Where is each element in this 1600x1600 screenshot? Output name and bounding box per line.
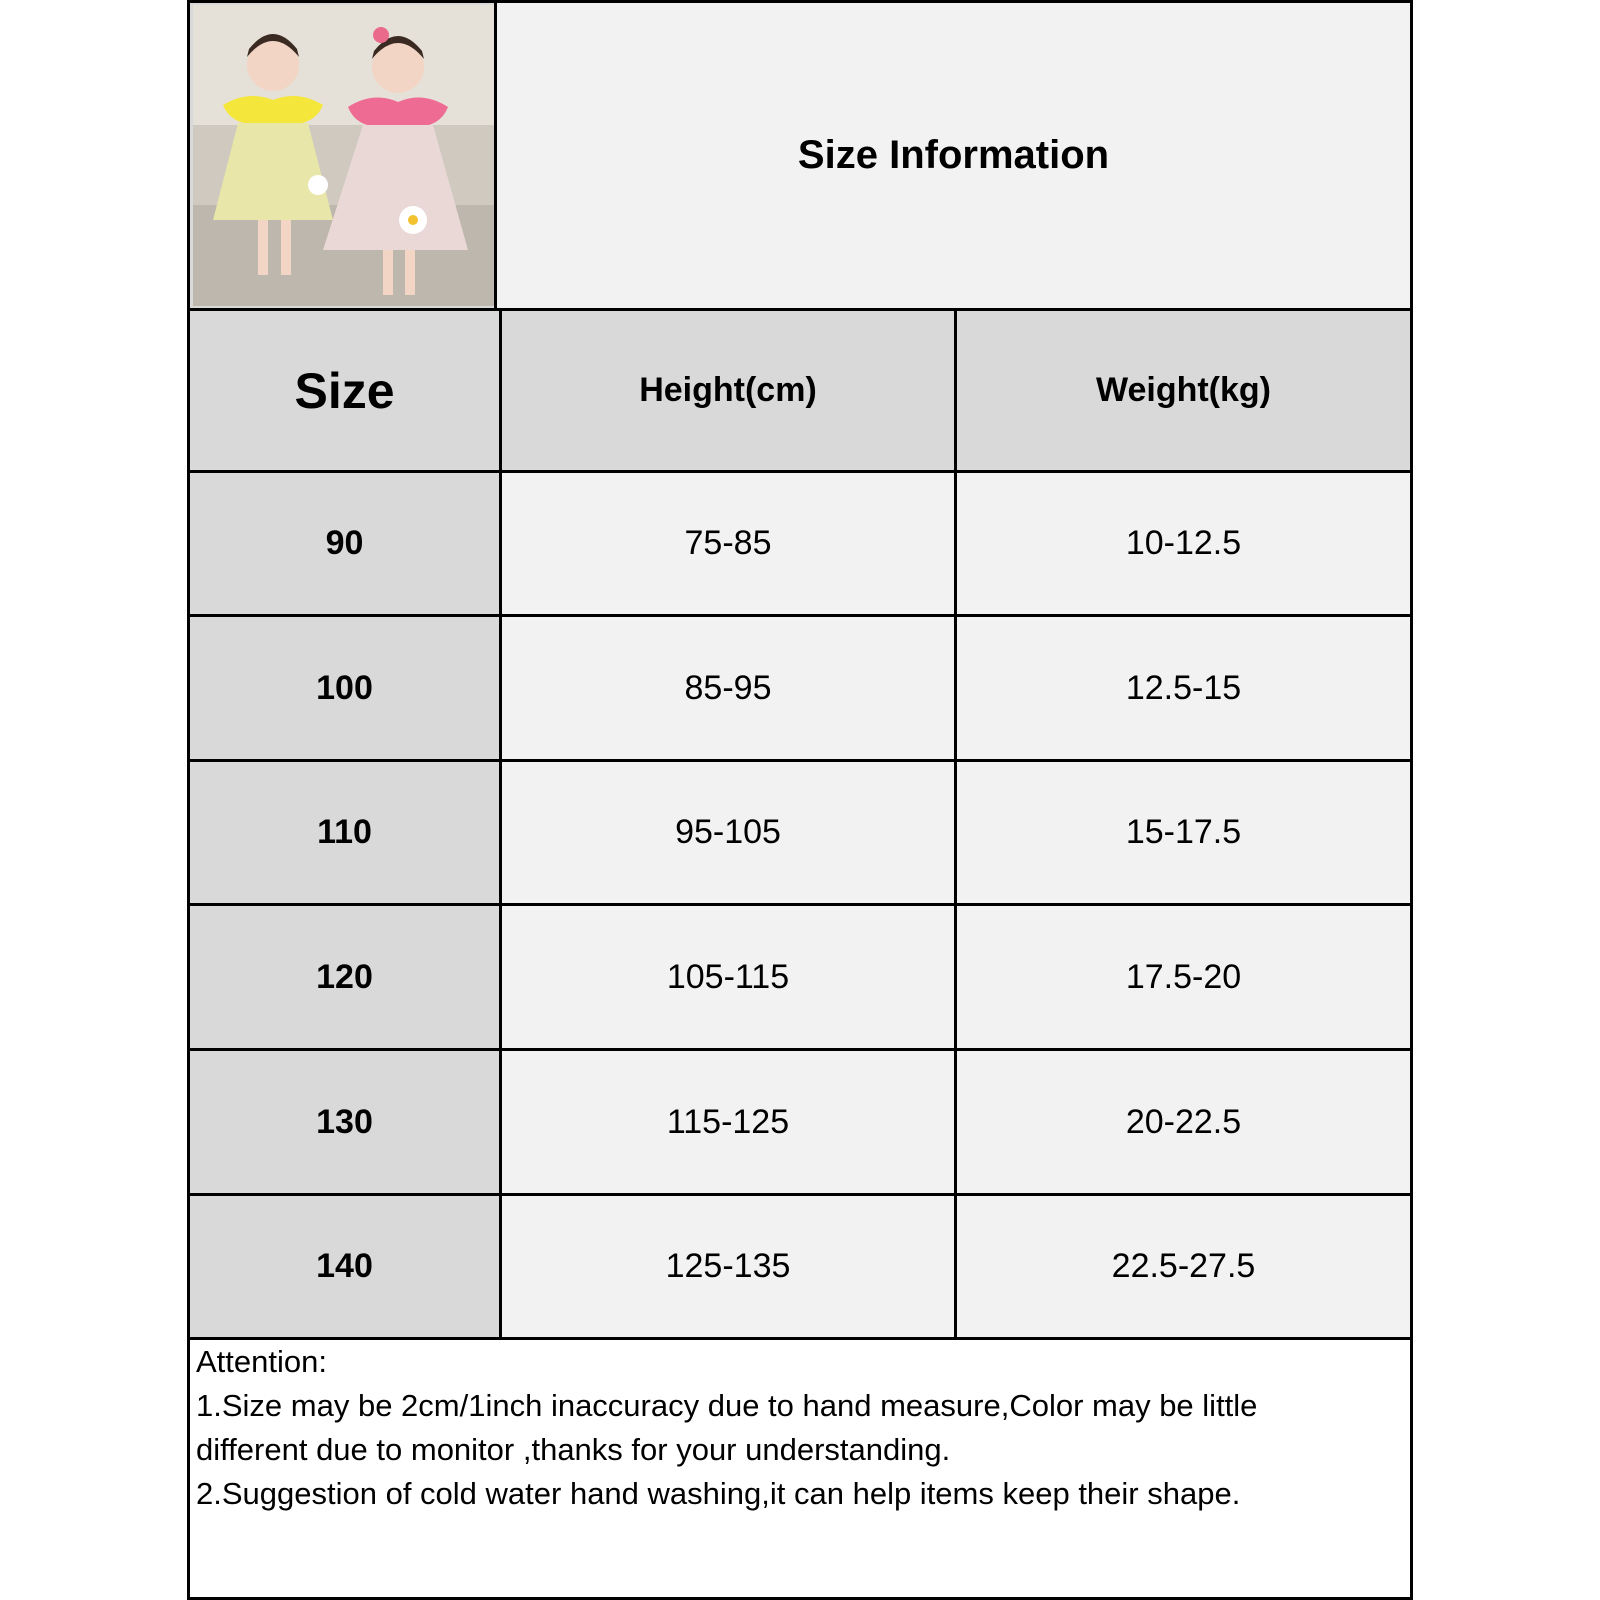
attention-line: 2.Suggestion of cold water hand washing,it can help items keep their shape. (196, 1476, 1241, 1511)
table-row-weight: 20-22.5 (957, 1051, 1410, 1193)
attention-line: different due to monitor ,thanks for your understanding. (196, 1432, 951, 1467)
table-row-height: 115-125 (502, 1051, 954, 1193)
header-height: Height(cm) (502, 311, 954, 470)
table-row-height: 95-105 (502, 762, 954, 903)
table-row-size: 90 (190, 473, 499, 614)
table-row-height: 75-85 (502, 473, 954, 614)
table-row-size: 110 (190, 762, 499, 903)
table-row-size: 100 (190, 617, 499, 759)
table-row-height: 105-115 (502, 906, 954, 1048)
attention-line: 1.Size may be 2cm/1inch inaccuracy due to hand measure,Color may be little (196, 1388, 1258, 1423)
product-photo (190, 3, 497, 308)
header-weight: Weight(kg) (957, 311, 1410, 470)
table-row-size: 130 (190, 1051, 499, 1193)
chart-title: Size Information (497, 3, 1410, 308)
attention-heading: Attention: (196, 1344, 327, 1379)
attention-notes (196, 1340, 1396, 1516)
table-row-weight: 17.5-20 (957, 906, 1410, 1048)
table-row-weight: 15-17.5 (957, 762, 1410, 903)
table-row-weight: 22.5-27.5 (957, 1196, 1410, 1337)
table-row-weight: 10-12.5 (957, 473, 1410, 614)
table-row-size: 120 (190, 906, 499, 1048)
table-row-height: 85-95 (502, 617, 954, 759)
product-photo-image (193, 5, 494, 306)
size-chart-sheet (187, 0, 1413, 1600)
table-row-weight: 12.5-15 (957, 617, 1410, 759)
table-row-height: 125-135 (502, 1196, 954, 1337)
header-size: Size (190, 311, 499, 470)
table-row-size: 140 (190, 1196, 499, 1337)
